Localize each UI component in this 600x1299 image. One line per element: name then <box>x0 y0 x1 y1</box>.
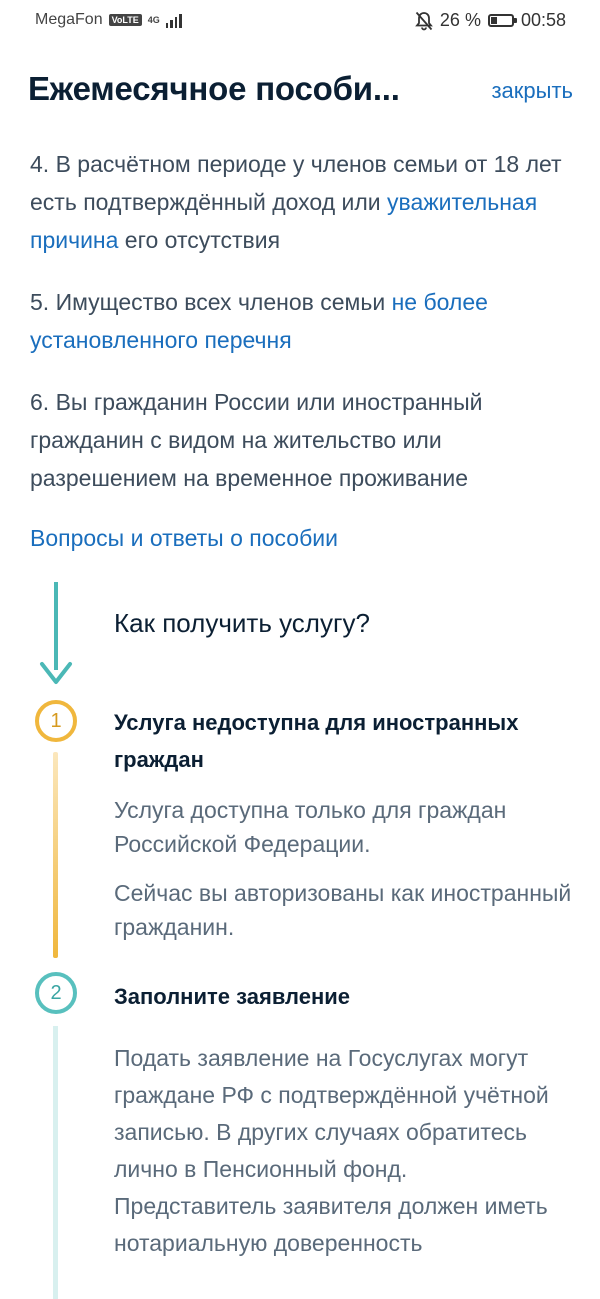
step-2-text-1: Подать заявление на Госуслугах могут граждане РФ с подтверждённой учётной записью. В других случаях обратитесь лично в Пенсионный фонд. Представитель заявителя должен иметь нотариальную доверенность <box>114 1045 549 1256</box>
signal-icon <box>166 12 182 28</box>
battery-percent: 26 % <box>439 10 481 30</box>
step-1-text-1: Услуга доступна только для граждан Российской Федерации. <box>114 797 507 857</box>
status-left <box>35 11 182 29</box>
how-to-title: Как получить услугу? <box>114 608 370 638</box>
close-button[interactable]: закрыть <box>491 78 573 103</box>
condition-4-text: 4. В расчётном периоде у членов семьи от 18 лет есть подтверждённый доход или <box>30 151 562 215</box>
step-1-title: Услуга недоступна для иностранных граждан <box>114 710 519 772</box>
property-list-link[interactable]: не более установленного перечня <box>30 289 488 353</box>
step-1-number: 1 <box>35 700 77 742</box>
faq-link[interactable]: Вопросы и ответы о пособии <box>30 525 338 551</box>
step-2-line <box>53 1026 58 1299</box>
volte-badge: VoLTE <box>109 14 142 26</box>
step-1-line <box>53 752 58 958</box>
condition-6: 6. Вы гражданин России или иностранный гражданин с видом на жительство или разрешением на временное проживание <box>30 389 483 491</box>
step-1-text-2: Сейчас вы авторизованы как иностранный гражданин. <box>114 880 572 940</box>
battery-icon <box>488 14 514 27</box>
bell-off-icon <box>415 11 433 31</box>
status-bar <box>0 0 600 44</box>
header <box>0 64 600 124</box>
step-2-title: Заполните заявление <box>114 984 351 1009</box>
conditions-list <box>30 145 575 521</box>
step-2-number: 2 <box>35 972 77 1014</box>
carrier-name: MegaFon <box>35 11 103 28</box>
battery-fill <box>491 17 497 24</box>
clock: 00:58 <box>520 10 566 30</box>
condition-4-text-end: его отсутствия <box>118 227 281 253</box>
condition-4 <box>30 145 575 259</box>
arrow-down-icon <box>38 650 74 688</box>
condition-5 <box>30 283 575 359</box>
network-type: 4G <box>147 14 160 25</box>
valid-reason-link[interactable]: уважительная причина <box>30 189 538 253</box>
condition-5-text: 5. Имущество всех членов семьи <box>30 289 392 315</box>
status-right <box>415 10 566 31</box>
page-title: Ежемесячное пособи... <box>28 70 400 107</box>
